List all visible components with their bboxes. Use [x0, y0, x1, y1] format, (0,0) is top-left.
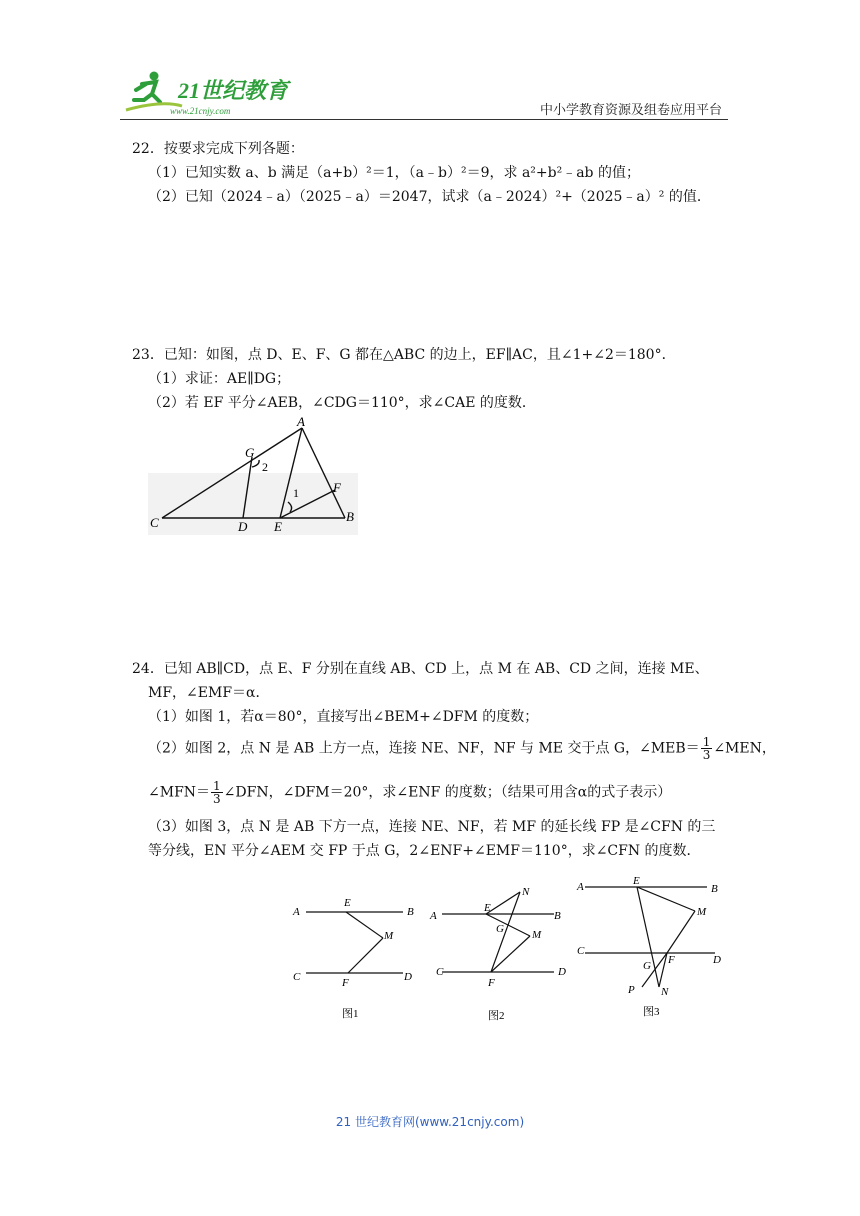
figure-1-caption: 图1	[342, 1008, 359, 1020]
svg-text:E: E	[344, 897, 351, 909]
svg-text:B: B	[711, 883, 718, 895]
svg-text:A: A	[293, 906, 300, 918]
q22-title: 22．按要求完成下列各题：	[132, 141, 304, 157]
figure-2-caption: 图2	[488, 1010, 505, 1022]
q24-figure-1	[288, 893, 418, 1023]
svg-text:P: P	[628, 984, 635, 996]
svg-text:B: B	[346, 509, 354, 524]
q23-part1: （1）求证：AE∥DG；	[148, 371, 291, 387]
svg-text:1: 1	[293, 486, 299, 500]
svg-text:C: C	[436, 966, 444, 978]
svg-text:D: D	[558, 966, 566, 978]
svg-text:F: F	[342, 977, 349, 989]
svg-text:B: B	[554, 910, 561, 922]
svg-text:2: 2	[262, 460, 268, 474]
q24-title-line1: 24．已知 AB∥CD，点 E、F 分别在直线 AB、CD 上，点 M 在 AB、CD 之间，连接 ME、	[132, 661, 709, 677]
q24-part2-line1: （2）如图 2，点 N 是 AB 上方一点，连接 NE、NF，NF 与 ME 交于点 G，∠MEB＝ $\frac{1}{3}$ ∠MEN，	[148, 735, 776, 762]
svg-text:E: E	[633, 877, 640, 887]
q22-part1: （1）已知实数 a、b 满足（a+b）²＝1，（a﹣b）²＝9，求 a²+b²﹣ab 的值；	[148, 165, 640, 181]
fraction-one-third: $\frac{1}{3}$	[213, 779, 221, 806]
svg-text:www.21cnjy.com: www.21cnjy.com	[170, 106, 231, 116]
svg-text:D: D	[404, 971, 412, 983]
runner-icon	[126, 72, 182, 111]
footer-link[interactable]: 21 世纪教育网(www.21cnjy.com)	[335, 1115, 525, 1129]
svg-text:G: G	[496, 923, 504, 935]
q24-part3-line1: （3）如图 3，点 N 是 AB 下方一点，连接 NE、NF，若 MF 的延长线 FP 是∠CFN 的三	[148, 819, 716, 835]
site-logo	[122, 70, 292, 120]
header-divider	[120, 119, 728, 120]
svg-text:E: E	[484, 902, 491, 914]
svg-text:A: A	[577, 881, 584, 893]
q24-part3-line2: 等分线，EN 平分∠AEM 交 FP 于点 G，2∠ENF+∠EMF＝110°，求∠CFN 的度数．	[148, 843, 701, 859]
fraction-one-third: $\frac{1}{3}$	[702, 735, 711, 762]
svg-text:F: F	[668, 954, 675, 966]
svg-text:B: B	[407, 906, 414, 918]
svg-text:C: C	[293, 971, 301, 983]
q24-figure-2	[428, 883, 578, 1025]
svg-text:M: M	[384, 930, 394, 942]
svg-text:C: C	[150, 515, 159, 530]
q24-figure-3	[575, 877, 730, 1022]
figure-3-caption: 图3	[643, 1006, 660, 1018]
svg-text:F: F	[488, 977, 495, 989]
q24-title-line2: MF，∠EMF＝α．	[148, 685, 270, 701]
q24-part2-line2: ∠MFN＝ $\frac{1}{3}$ ∠DFN，∠DFM＝20°，求∠ENF 的度数；（结果可用含α的式子表示）	[148, 779, 672, 806]
svg-text:D: D	[238, 519, 248, 534]
svg-text:N: N	[522, 886, 530, 898]
platform-name: 中小学教育资源及组卷应用平台	[540, 103, 723, 118]
svg-text:D: D	[713, 954, 721, 966]
svg-text:G: G	[245, 445, 255, 460]
svg-text:A: A	[297, 415, 305, 429]
svg-text:M: M	[532, 929, 542, 941]
q22-part2: （2）已知（2024﹣a）（2025﹣a）＝2047，试求（a﹣2024）²+（2025﹣a）² 的值．	[148, 189, 711, 205]
svg-text:21世纪教育: 21世纪教育	[178, 78, 289, 103]
svg-text:N: N	[661, 986, 669, 998]
q23-triangle-figure	[140, 415, 370, 540]
svg-text:E: E	[274, 519, 282, 534]
svg-text:F: F	[333, 480, 341, 495]
svg-text:A: A	[430, 910, 437, 922]
svg-text:M: M	[697, 906, 707, 918]
svg-text:G: G	[643, 960, 651, 972]
svg-text:C: C	[577, 945, 585, 957]
q23-title: 23．已知：如图，点 D、E、F、G 都在△ABC 的边上，EF∥AC，且∠1+∠2＝180°．	[132, 347, 676, 363]
q23-part2: （2）若 EF 平分∠AEB，∠CDG＝110°，求∠CAE 的度数．	[148, 395, 536, 411]
q24-part1: （1）如图 1，若α＝80°，直接写出∠BEM+∠DFM 的度数；	[148, 709, 539, 725]
